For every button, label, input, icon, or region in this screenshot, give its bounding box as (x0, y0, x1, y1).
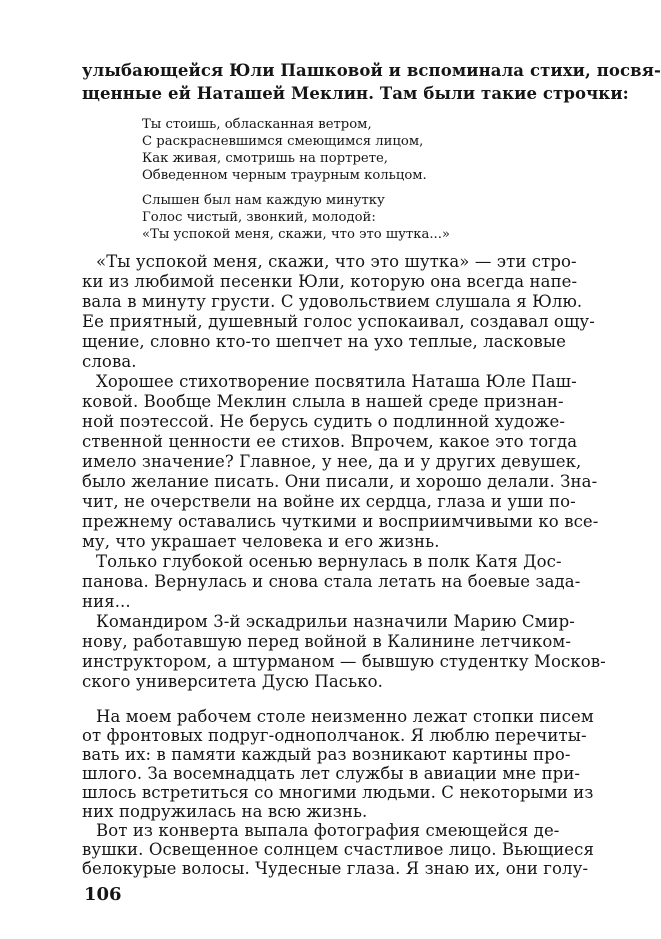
paragraph-line: шлось встретиться со многими людьми. С некоторыми из (82, 783, 594, 802)
paragraph-line: «Ты успокой меня, скажи, что это шутка» — эти стро- (96, 252, 577, 271)
paragraph-line: прежнему оставались чуткими и восприимчивыми ко все- (82, 512, 599, 531)
paragraph-line: ной поэтессой. Не берусь судить о подлинной художе- (82, 412, 566, 431)
poem-line: «Ты успокой меня, скажи, что это шутка...» (142, 227, 450, 242)
paragraph-line: чит, не очерствели на войне их сердца, глаза и уши по- (82, 492, 576, 511)
poem-line: С раскрасневшимся смеющимся лицом, (142, 134, 424, 149)
paragraph-line: от фронтовых подруг-однополчанок. Я люблю перечиты- (82, 726, 587, 745)
paragraph-line: них подружилась на всю жизнь. (82, 802, 368, 821)
paragraph-line: Вот из конверта выпала фотография смеющейся де- (96, 821, 560, 840)
paragraph-line: имело значение? Главное, у нее, да и у других девушек, (82, 452, 582, 471)
paragraph-line: На моем рабочем столе неизменно лежат стопки писем (96, 707, 594, 726)
paragraph-line: вать их: в памяти каждый раз возникают картины про- (82, 745, 571, 764)
page-number: 106 (84, 884, 122, 905)
poem-line: Ты стоишь, обласканная ветром, (142, 117, 372, 132)
paragraph-line: инструктором, а штурманом — бывшую студентку Москов- (82, 652, 606, 671)
paragraph-line: Ее приятный, душевный голос успокаивал, создавал ощу- (82, 312, 595, 331)
paragraph-line: ки из любимой песенки Юли, которую она всегда напе- (82, 272, 578, 291)
paragraph-line: ния... (82, 592, 131, 611)
paragraph-line: му, что украшает человека и его жизнь. (82, 532, 440, 551)
text-line: улыбающейся Юли Пашковой и вспоминала стихи, посвя- (82, 61, 661, 80)
paragraph-line: вушки. Освещенное солнцем счастливое лицо. Вьющиеся (82, 840, 595, 859)
paragraph-line: ственной ценности ее стихов. Впрочем, какое это тогда (82, 432, 578, 451)
paragraph-line: Хорошее стихотворение посвятила Наташа Юле Паш- (96, 372, 577, 391)
text-line: щенные ей Наташей Меклин. Там были такие строчки: (82, 84, 629, 103)
paragraph-line: ковой. Вообще Меклин слыла в нашей среде признан- (82, 392, 564, 411)
paragraph-line: слова. (82, 352, 137, 371)
poem-line: Обведенном черным траурным кольцом. (142, 168, 427, 183)
poem-line: Слышен был нам каждую минутку (142, 193, 385, 208)
paragraph-line: вала в минуту грусти. С удовольствием слушала я Юлю. (82, 292, 583, 311)
paragraph-line: Только глубокой осенью вернулась в полк Катя Дос- (96, 552, 562, 571)
paragraph-line: шлого. За восемнадцать лет службы в авиации мне при- (82, 764, 581, 783)
paragraph-line: ского университета Дусю Пасько. (82, 672, 383, 691)
paragraph-line: нову, работавшую перед войной в Калинине летчиком- (82, 632, 572, 651)
paragraph-line: панова. Вернулась и снова стала летать на боевые зада- (82, 572, 581, 591)
poem-line: Голос чистый, звонкий, молодой: (142, 210, 376, 225)
paragraph-line: Командиром 3-й эскадрильи назначили Марию Смир- (96, 612, 575, 631)
paragraph-line: белокурые волосы. Чудесные глаза. Я знаю их, они голу- (82, 859, 589, 878)
paragraph-line: было желание писать. Они писали, и хорошо делали. Зна- (82, 472, 598, 491)
paragraph-line: щение, словно кто-то шепчет на ухо теплые, ласковые (82, 332, 567, 351)
poem-line: Как живая, смотришь на портрете, (142, 151, 389, 166)
